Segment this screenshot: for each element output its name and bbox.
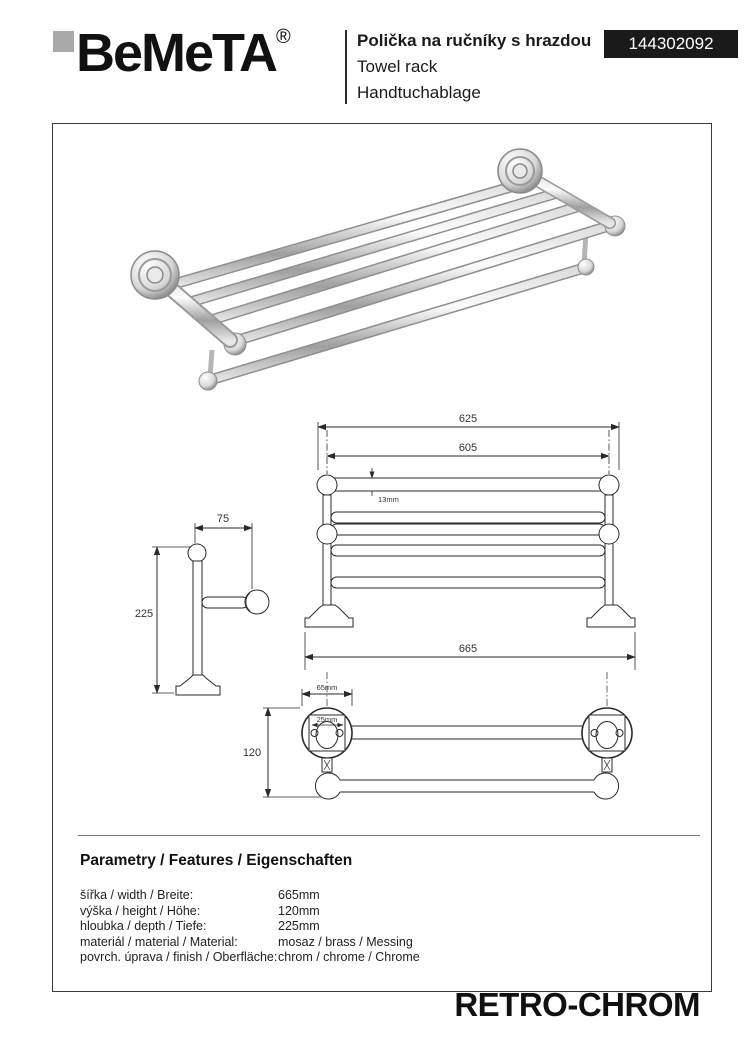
side-dim-75: 75 bbox=[216, 513, 230, 525]
param-row-width bbox=[80, 888, 640, 904]
parameters-section bbox=[80, 852, 640, 966]
brand-square-mark bbox=[53, 31, 74, 52]
param-value: 120mm bbox=[278, 903, 320, 918]
product-title-en: Towel rack bbox=[357, 57, 438, 76]
param-row-finish bbox=[80, 950, 640, 966]
side-dim-225: 225 bbox=[134, 608, 154, 620]
param-row-height bbox=[80, 904, 640, 920]
product-photo bbox=[70, 128, 670, 400]
param-label: povrch. úprava / finish / Oberfläche: bbox=[80, 950, 278, 964]
param-label: výška / height / Höhe: bbox=[80, 903, 201, 918]
top-dim-120: 120 bbox=[242, 747, 262, 759]
param-row-material bbox=[80, 935, 640, 951]
brand-logo-text: BeMeTA bbox=[76, 23, 277, 83]
param-value: chrom / chrome / Chrome bbox=[278, 950, 420, 964]
param-value: mosaz / brass / Messing bbox=[278, 934, 413, 949]
header-separator bbox=[345, 30, 347, 104]
front-dim-625: 625 bbox=[458, 413, 478, 425]
front-dim-605: 605 bbox=[458, 442, 478, 454]
param-label: šířka / width / Breite: bbox=[80, 888, 194, 902]
param-value: 665mm bbox=[278, 888, 320, 902]
param-label: materiál / material / Material: bbox=[80, 934, 238, 949]
photo-wall-flange-left bbox=[131, 251, 179, 299]
param-label: hloubka / depth / Tiefe: bbox=[80, 919, 207, 933]
series-name: RETRO-CHROM bbox=[454, 986, 700, 1023]
product-code-badge bbox=[604, 30, 738, 58]
front-note-13mm: 13mm bbox=[378, 495, 399, 504]
section-divider bbox=[78, 835, 700, 836]
top-dim-65mm: 65mm bbox=[316, 683, 338, 692]
parameters-heading: Parametry / Features / Eigenschaften bbox=[80, 852, 353, 869]
product-titles bbox=[357, 28, 591, 106]
front-dim-665: 665 bbox=[458, 643, 478, 655]
drawing-top-view bbox=[240, 640, 650, 810]
brand-logo bbox=[76, 22, 291, 84]
photo-wall-flange-right bbox=[498, 149, 542, 193]
drawing-front-view bbox=[290, 408, 650, 678]
product-code: 144302092 bbox=[628, 34, 714, 53]
param-value: 225mm bbox=[278, 919, 320, 933]
product-title-de: Handtuchablage bbox=[357, 83, 481, 102]
product-title-cs: Polička na ručníky s hrazdou bbox=[357, 31, 592, 50]
top-dim-25mm: 25mm bbox=[316, 715, 338, 724]
param-row-depth bbox=[80, 919, 640, 935]
registered-trademark-symbol: ® bbox=[276, 26, 291, 48]
